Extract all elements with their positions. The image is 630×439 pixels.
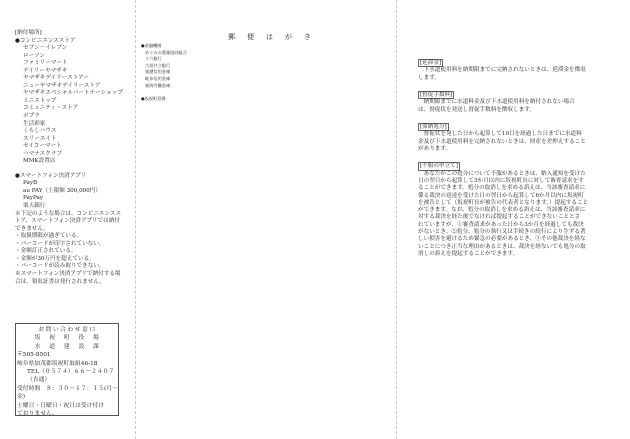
list-item: めぐみの農業協同組合 [145, 49, 187, 55]
paragraph-line: します。 [418, 74, 440, 81]
payment-places [15, 30, 123, 286]
list-item: 東濃信用金庫 [145, 69, 171, 75]
paragraph-line: しい損害を避けるため緊急の必要があるとき、③その他裁決を経な [418, 236, 586, 243]
note-line: ・バーコードが印字されていない。 [15, 240, 105, 247]
paragraph-line: 下水道使用料を納期限までに完納されないときは、延滞金を徴収 [418, 67, 586, 74]
list-item: 楽天銀行 [23, 203, 46, 210]
payment-places-heading: [納付場所] [15, 30, 42, 36]
section-heading: [不服の申立て] [420, 163, 458, 170]
list-item: ニューヤマザキデイリーストア [23, 82, 101, 89]
paragraph-line: 金及び下水道使用料を完納されないときは、財産を差押えすること [418, 138, 586, 145]
paragraph-line: 対する裁決を経た後でなければ提起することができないこととさ [418, 214, 581, 221]
note-line: 合は、領収証書は発行されません。 [15, 278, 105, 285]
section-heading: [延滞金] [420, 60, 442, 66]
list-item: ファミリーマート [23, 60, 68, 67]
note-line: ・取扱期限が過ぎている。 [15, 233, 83, 240]
paragraph-line: があります。 [418, 146, 452, 152]
list-item: ヤマザキデイリーストアー [23, 75, 90, 82]
postcard-title: 郵便はがき [228, 33, 323, 41]
list-item: コミュニティ・ストア [23, 105, 79, 112]
financial-institutions [141, 43, 187, 103]
fold-line-1 [135, 0, 136, 439]
list-item: 東海労働金庫 [145, 82, 171, 88]
town-office-heading: ●坂祝町役場 [141, 96, 166, 102]
list-item: PayPay [23, 195, 44, 202]
note-line: ※スマートフォン決済アプリで納付する場 [15, 270, 121, 277]
note-line: できません。 [15, 225, 49, 232]
list-item: 大垣共立銀行 [145, 62, 171, 68]
list-item: スリーエイト [23, 135, 57, 142]
contact-postal: 〒505-8501 [17, 352, 51, 359]
smartphone-heading: ●スマートフォン決済アプリ [15, 172, 87, 179]
list-item: ハマナスクラブ [23, 150, 62, 157]
list-item: 生活彩家 [23, 120, 46, 127]
notice-seizure [418, 120, 630, 153]
note-line: ・金額が30万円を超えている。 [15, 255, 95, 262]
convenience-heading: ●コンビニエンスストア [15, 37, 76, 44]
list-item: PayB [23, 180, 38, 187]
paragraph-line: れていますが、①審査請求があった日から3か月を経過しても裁決 [418, 221, 584, 228]
paragraph-line: 消しの訴えを提起することができます。 [418, 250, 519, 257]
paragraph-line: 納期限までに水道料金及び下水道使用料を納付されない場合 [418, 99, 575, 106]
notice-reminder-fee [418, 88, 630, 114]
note-line: ・バーコードが読み取りできない。 [15, 263, 105, 270]
list-item: ローソン [23, 52, 46, 59]
paragraph-line: ができます。なお、処分の取消しを求める訴えは、当該審査請求に [418, 207, 586, 214]
note-line: ※下記のような場合は、コンビニエンスス [15, 210, 122, 217]
section-heading: [督促手数料] [420, 92, 453, 98]
fold-line-2 [396, 0, 397, 439]
paragraph-line: を被告として（坂祝町長が被告の代表者となります。）提起すること [418, 199, 589, 206]
paragraph-line: あなたがこの処分について不服があるときは、納入通知を受けた [418, 170, 586, 177]
list-item: ミニストップ [23, 97, 57, 104]
contact-address: 岐阜県加茂郡坂祝町取組46-18 [17, 360, 98, 367]
contact-title: お問い合わせ窓口 [38, 327, 97, 333]
note-line: トア、スマートフォン決済アプリでは納付 [15, 218, 120, 225]
list-item: デイリーヤマザキ [23, 67, 68, 74]
note-line: ・金額訂正されている。 [15, 248, 77, 255]
paragraph-line: 日の翌日から起算して3か月以内に坂祝町長に対して審査請求をす [418, 178, 584, 184]
list-item: くらしハウス [23, 128, 57, 135]
paragraph-line: いことにつき正当な理由があるときは、裁決を経ないでも処分の取 [418, 243, 586, 250]
paragraph-line: ることができます。処分の取消しを求める訴えは、当該審査請求に [418, 185, 586, 192]
list-item: セイコーマート [23, 143, 62, 150]
list-item: ヤマザキスペシャルパートナーショップ [23, 90, 123, 97]
list-item: 岐阜信用金庫 [145, 75, 171, 81]
contact-closed: ておりません。 [17, 411, 58, 418]
contact-closed: 土曜日・日曜日・祝日は受け付け [17, 402, 104, 409]
list-item: セブン－イレブン [23, 45, 68, 52]
contact-department: 水 道 建 設 課 [34, 343, 101, 350]
notice-delinquency [418, 56, 630, 82]
contact-box [15, 323, 119, 416]
paragraph-line: は、督促状を発送し督促手数料を徴収します。 [418, 106, 536, 113]
paragraph-line: 督促状を発した日から起算して10日を経過した日までに水道料 [418, 131, 582, 138]
list-item: 十六銀行 [145, 56, 162, 62]
section-heading: [滞納処分] [420, 124, 447, 130]
contact-tel: TEL（０５７４）６６－２４０７（直通） [27, 369, 115, 384]
contact-org: 坂 祝 町 役 場 [34, 335, 101, 342]
list-item: MMK設置店 [23, 158, 56, 165]
notices [418, 56, 630, 258]
list-item: au PAY（上限額 300,000円） [23, 187, 101, 194]
financial-heading: ●金融機関 [141, 43, 162, 48]
contact-hours: 受付時間 ８：３０～１７：１５(月～金) [17, 385, 118, 401]
list-item: ポプラ [23, 113, 40, 120]
notice-appeal [418, 159, 630, 258]
paragraph-line: がないとき、②処分、処分の執行又は手続きの続行により生ずる著 [418, 229, 586, 236]
paragraph-line: 係る裁決の送達を受けた日の翌日から起算して6か月以内に坂祝町 [418, 192, 584, 199]
